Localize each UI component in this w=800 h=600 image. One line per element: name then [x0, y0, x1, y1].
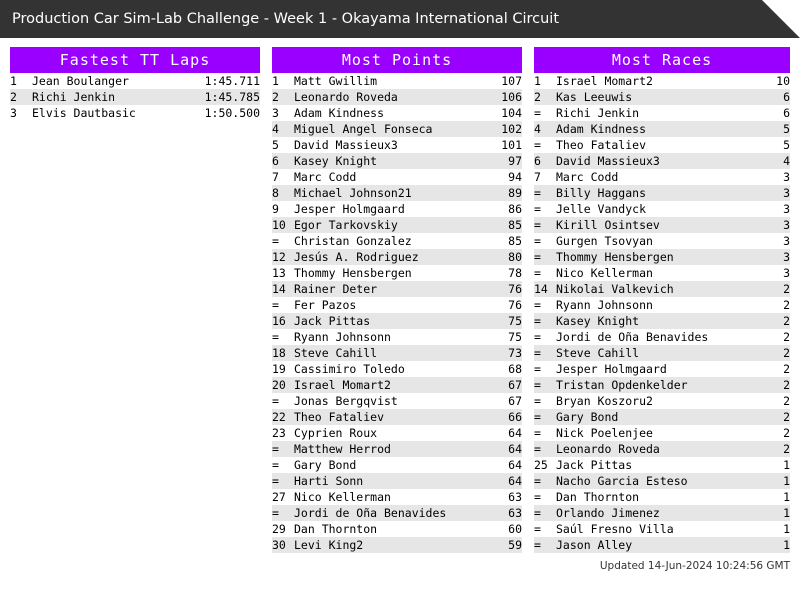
row-value: 86 [464, 201, 522, 217]
row-driver-name: Jesper Holmgaard [556, 361, 754, 377]
table-row [534, 201, 790, 217]
row-position: = [534, 137, 556, 153]
table-row [272, 537, 522, 553]
row-driver-name: Kirill Osintsev [556, 217, 754, 233]
row-value: 3 [754, 233, 790, 249]
row-driver-name: Ryann Johnsonn [556, 297, 754, 313]
table-row [10, 89, 260, 105]
row-position: 18 [272, 345, 294, 361]
row-position: 2 [272, 89, 294, 105]
row-driver-name: Rainer Deter [294, 281, 464, 297]
row-value: 76 [464, 297, 522, 313]
row-driver-name: Egor Tarkovskiy [294, 217, 464, 233]
table-row [272, 217, 522, 233]
row-value: 2 [754, 345, 790, 361]
row-driver-name: Matt Gwillim [294, 73, 464, 89]
row-position: 1 [272, 73, 294, 89]
table-row [272, 121, 522, 137]
row-value: 60 [464, 521, 522, 537]
row-position: = [534, 361, 556, 377]
row-driver-name: Richi Jenkin [32, 89, 202, 105]
table-row [272, 521, 522, 537]
table-row [534, 393, 790, 409]
table-row [534, 521, 790, 537]
table-row [534, 73, 790, 89]
row-position: = [534, 489, 556, 505]
row-position: = [534, 505, 556, 521]
table-row [534, 441, 790, 457]
row-position: = [534, 233, 556, 249]
row-position: = [534, 249, 556, 265]
row-position: 6 [534, 153, 556, 169]
row-value: 106 [464, 89, 522, 105]
row-position: 7 [534, 169, 556, 185]
row-value: 64 [464, 441, 522, 457]
row-position: = [534, 393, 556, 409]
table-row [272, 281, 522, 297]
row-position: 1 [534, 73, 556, 89]
row-value: 2 [754, 297, 790, 313]
table-row [272, 89, 522, 105]
row-value: 1:45.785 [202, 89, 260, 105]
row-value: 64 [464, 473, 522, 489]
row-value: 5 [754, 137, 790, 153]
table-row [272, 297, 522, 313]
row-value: 3 [754, 169, 790, 185]
row-position: 2 [534, 89, 556, 105]
row-position: 5 [272, 137, 294, 153]
row-position: = [534, 409, 556, 425]
row-position: = [534, 217, 556, 233]
row-value: 2 [754, 281, 790, 297]
row-value: 64 [464, 425, 522, 441]
row-position: 19 [272, 361, 294, 377]
row-driver-name: Jean Boulanger [32, 73, 202, 89]
row-value: 73 [464, 345, 522, 361]
row-driver-name: Marc Codd [556, 169, 754, 185]
row-value: 3 [754, 217, 790, 233]
row-position: 14 [272, 281, 294, 297]
row-driver-name: Jesper Holmgaard [294, 201, 464, 217]
row-driver-name: Steve Cahill [556, 345, 754, 361]
row-value: 67 [464, 393, 522, 409]
row-value: 4 [754, 153, 790, 169]
row-value: 1 [754, 505, 790, 521]
row-value: 1 [754, 521, 790, 537]
row-position: 14 [534, 281, 556, 297]
row-driver-name: Thommy Hensbergen [556, 249, 754, 265]
row-position: 3 [10, 105, 32, 121]
row-position: = [534, 185, 556, 201]
table-row [272, 201, 522, 217]
row-driver-name: Kas Leeuwis [556, 89, 754, 105]
table-row [534, 377, 790, 393]
row-position: = [272, 473, 294, 489]
table-row [272, 73, 522, 89]
table-row [534, 265, 790, 281]
row-value: 10 [754, 73, 790, 89]
row-value: 2 [754, 329, 790, 345]
table-row [534, 505, 790, 521]
row-position: 16 [272, 313, 294, 329]
row-value: 80 [464, 249, 522, 265]
row-position: 2 [10, 89, 32, 105]
row-driver-name: Israel Momart2 [556, 73, 754, 89]
row-value: 3 [754, 201, 790, 217]
table-row [534, 249, 790, 265]
row-value: 75 [464, 313, 522, 329]
table-row [272, 457, 522, 473]
table-row [272, 105, 522, 121]
row-value: 2 [754, 393, 790, 409]
row-position: = [534, 537, 556, 553]
row-value: 2 [754, 409, 790, 425]
row-position: 1 [10, 73, 32, 89]
row-value: 6 [754, 89, 790, 105]
row-position: 10 [272, 217, 294, 233]
row-driver-name: Cyprien Roux [294, 425, 464, 441]
table-row [272, 313, 522, 329]
row-driver-name: Miguel Angel Fonseca [294, 121, 464, 137]
row-position: 12 [272, 249, 294, 265]
row-value: 107 [464, 73, 522, 89]
table-row [272, 489, 522, 505]
row-driver-name: Nico Kellerman [556, 265, 754, 281]
row-value: 78 [464, 265, 522, 281]
row-value: 3 [754, 249, 790, 265]
row-position: = [272, 393, 294, 409]
row-driver-name: Michael Johnson21 [294, 185, 464, 201]
table-row [272, 377, 522, 393]
row-value: 3 [754, 265, 790, 281]
table-row [272, 345, 522, 361]
row-driver-name: Gurgen Tsovyan [556, 233, 754, 249]
row-driver-name: Steve Cahill [294, 345, 464, 361]
row-value: 94 [464, 169, 522, 185]
table-row [534, 169, 790, 185]
row-position: = [272, 329, 294, 345]
row-driver-name: Nick Poelenjee [556, 425, 754, 441]
row-value: 64 [464, 457, 522, 473]
row-driver-name: Theo Fataliev [294, 409, 464, 425]
row-value: 63 [464, 489, 522, 505]
table-row [272, 249, 522, 265]
table-row [534, 361, 790, 377]
row-driver-name: Dan Thornton [556, 489, 754, 505]
row-value: 6 [754, 105, 790, 121]
row-driver-name: Gary Bond [294, 457, 464, 473]
row-position: 3 [272, 105, 294, 121]
row-driver-name: Nikolai Valkevich [556, 281, 754, 297]
table-row [534, 329, 790, 345]
page-title: Production Car Sim-Lab Challenge - Week 1 - Okayama International Circuit [12, 11, 560, 27]
row-driver-name: Leonardo Roveda [556, 441, 754, 457]
row-driver-name: Billy Haggans [556, 185, 754, 201]
row-position: = [534, 521, 556, 537]
row-driver-name: Israel Momart2 [294, 377, 464, 393]
row-driver-name: Gary Bond [556, 409, 754, 425]
table-row [534, 89, 790, 105]
table-row [10, 73, 260, 89]
row-position: 9 [272, 201, 294, 217]
row-position: 4 [534, 121, 556, 137]
header-corner-fold [762, 0, 800, 38]
row-position: = [534, 313, 556, 329]
row-position: 6 [272, 153, 294, 169]
table-fastest-tt-laps [10, 73, 260, 121]
row-position: 30 [272, 537, 294, 553]
table-row [534, 457, 790, 473]
row-position: = [272, 297, 294, 313]
panel-most-races [534, 47, 790, 553]
row-driver-name: Theo Fataliev [556, 137, 754, 153]
table-row [272, 153, 522, 169]
row-value: 59 [464, 537, 522, 553]
row-position: = [534, 297, 556, 313]
row-value: 76 [464, 281, 522, 297]
table-row [272, 137, 522, 153]
row-driver-name: Thommy Hensbergen [294, 265, 464, 281]
row-position: 25 [534, 457, 556, 473]
row-position: = [272, 441, 294, 457]
row-value: 1:50.500 [202, 105, 260, 121]
table-most-races [534, 73, 790, 553]
row-value: 75 [464, 329, 522, 345]
table-row [534, 153, 790, 169]
row-driver-name: Jelle Vandyck [556, 201, 754, 217]
row-driver-name: Kasey Knight [294, 153, 464, 169]
table-row [534, 409, 790, 425]
row-position: = [534, 201, 556, 217]
row-driver-name: Dan Thornton [294, 521, 464, 537]
row-driver-name: Jonas Bergqvist [294, 393, 464, 409]
row-driver-name: Jack Pittas [556, 457, 754, 473]
panel-title-most-points: Most Points [272, 47, 522, 73]
table-row [272, 329, 522, 345]
table-row [272, 409, 522, 425]
row-position: = [272, 233, 294, 249]
row-driver-name: Elvis Dautbasic [32, 105, 202, 121]
row-value: 3 [754, 185, 790, 201]
row-driver-name: Jordi de Oña Benavides [294, 505, 464, 521]
panel-title-most-races: Most Races [534, 47, 790, 73]
table-row [534, 297, 790, 313]
row-value: 5 [754, 121, 790, 137]
table-row [534, 489, 790, 505]
row-driver-name: Adam Kindness [556, 121, 754, 137]
row-value: 2 [754, 313, 790, 329]
row-value: 85 [464, 217, 522, 233]
row-value: 1 [754, 537, 790, 553]
row-position: = [534, 265, 556, 281]
row-position: = [534, 441, 556, 457]
table-row [534, 105, 790, 121]
row-value: 1 [754, 473, 790, 489]
row-value: 2 [754, 441, 790, 457]
panel-fastest-tt-laps [10, 47, 260, 121]
row-driver-name: Jack Pittas [294, 313, 464, 329]
table-row [534, 281, 790, 297]
row-value: 2 [754, 425, 790, 441]
row-driver-name: Ryann Johnsonn [294, 329, 464, 345]
row-driver-name: Harti Sonn [294, 473, 464, 489]
table-row [534, 217, 790, 233]
row-driver-name: Cassimiro Toledo [294, 361, 464, 377]
row-position: = [534, 329, 556, 345]
row-driver-name: Nico Kellerman [294, 489, 464, 505]
row-value: 1:45.711 [202, 73, 260, 89]
row-driver-name: Tristan Opdenkelder [556, 377, 754, 393]
table-row [534, 121, 790, 137]
row-position: 8 [272, 185, 294, 201]
panel-title-fastest-tt-laps: Fastest TT Laps [10, 47, 260, 73]
updated-timestamp: Updated 14-Jun-2024 10:24:56 GMT [599, 560, 790, 572]
table-row [272, 265, 522, 281]
row-driver-name: Kasey Knight [556, 313, 754, 329]
row-value: 1 [754, 457, 790, 473]
row-driver-name: David Massieux3 [556, 153, 754, 169]
table-row [272, 169, 522, 185]
row-position: = [272, 505, 294, 521]
row-position: = [534, 425, 556, 441]
table-row [534, 137, 790, 153]
row-driver-name: Leonardo Roveda [294, 89, 464, 105]
row-position: = [534, 473, 556, 489]
row-driver-name: Fer Pazos [294, 297, 464, 313]
table-row [534, 473, 790, 489]
row-driver-name: Christan Gonzalez [294, 233, 464, 249]
row-driver-name: Bryan Koszoru2 [556, 393, 754, 409]
table-row [534, 345, 790, 361]
row-position: = [534, 105, 556, 121]
row-driver-name: Adam Kindness [294, 105, 464, 121]
table-row [534, 313, 790, 329]
row-value: 104 [464, 105, 522, 121]
table-row [272, 185, 522, 201]
table-row [534, 537, 790, 553]
row-position: 20 [272, 377, 294, 393]
row-driver-name: Jason Alley [556, 537, 754, 553]
table-row [272, 473, 522, 489]
table-most-points [272, 73, 522, 553]
row-value: 102 [464, 121, 522, 137]
table-row [272, 393, 522, 409]
row-driver-name: Marc Codd [294, 169, 464, 185]
row-value: 85 [464, 233, 522, 249]
row-position: 7 [272, 169, 294, 185]
row-position: = [534, 345, 556, 361]
row-position: 29 [272, 521, 294, 537]
row-value: 66 [464, 409, 522, 425]
row-driver-name: Richi Jenkin [556, 105, 754, 121]
row-driver-name: Orlando Jimenez [556, 505, 754, 521]
table-row [272, 361, 522, 377]
row-value: 97 [464, 153, 522, 169]
row-position: 27 [272, 489, 294, 505]
table-row [272, 505, 522, 521]
panel-most-points [272, 47, 522, 553]
row-driver-name: Jordi de Oña Benavides [556, 329, 754, 345]
row-position: 23 [272, 425, 294, 441]
row-position: 4 [272, 121, 294, 137]
row-value: 2 [754, 377, 790, 393]
row-value: 67 [464, 377, 522, 393]
row-position: 22 [272, 409, 294, 425]
row-value: 68 [464, 361, 522, 377]
table-row [272, 425, 522, 441]
table-row [10, 105, 260, 121]
row-driver-name: Nacho Garcia Esteso [556, 473, 754, 489]
table-row [534, 425, 790, 441]
table-row [534, 185, 790, 201]
row-driver-name: Jesús A. Rodriguez [294, 249, 464, 265]
row-driver-name: Matthew Herrod [294, 441, 464, 457]
table-row [534, 233, 790, 249]
table-row [272, 233, 522, 249]
row-value: 101 [464, 137, 522, 153]
row-driver-name: Saúl Fresno Villa [556, 521, 754, 537]
row-position: 13 [272, 265, 294, 281]
row-value: 2 [754, 361, 790, 377]
row-driver-name: David Massieux3 [294, 137, 464, 153]
row-value: 1 [754, 489, 790, 505]
table-row [272, 441, 522, 457]
row-position: = [534, 377, 556, 393]
page-header [0, 0, 800, 38]
row-value: 63 [464, 505, 522, 521]
row-value: 89 [464, 185, 522, 201]
row-driver-name: Levi King2 [294, 537, 464, 553]
row-position: = [272, 457, 294, 473]
